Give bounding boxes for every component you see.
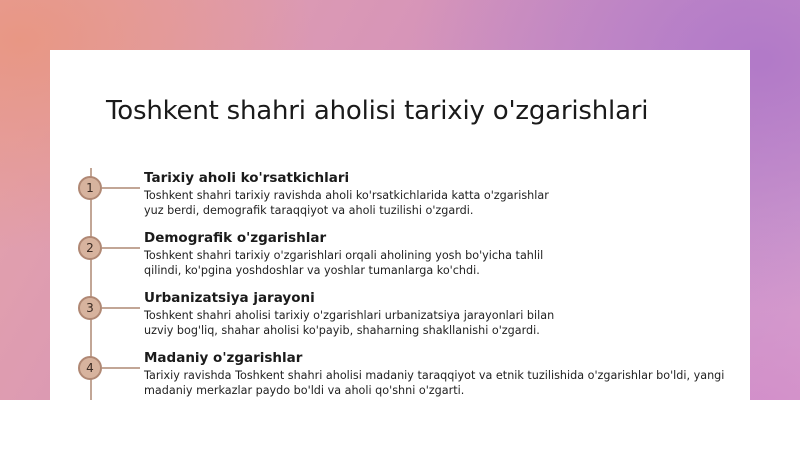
step-connector	[102, 187, 140, 189]
step-description-line: Toshkent shahri aholisi tarixiy o'zgarishlari urbanizatsiya jarayonlari bilan	[144, 309, 555, 322]
step-description-line: Toshkent shahri tarixiy ravishda aholi ko'rsatkichlarida katta o'zgarishlar	[144, 189, 549, 202]
step-connector	[102, 307, 140, 309]
step-description-line: Toshkent shahri tarixiy o'zgarishlari orqali aholining yosh bo'yicha tahlil	[144, 249, 544, 262]
slide-title: Toshkent shahri aholisi tarixiy o'zgarishlari	[106, 96, 649, 126]
slide-card	[50, 50, 750, 400]
step-heading: Demografik o'zgarishlar	[144, 230, 327, 246]
step-description	[144, 308, 734, 338]
step-number-badge: 3	[78, 296, 102, 320]
step-description-line: yuz berdi, demografik taraqqiyot va aholi tuzilishi o'zgardi.	[144, 204, 474, 217]
step-heading: Urbanizatsiya jarayoni	[144, 290, 315, 306]
step-heading: Tarixiy aholi ko'rsatkichlari	[144, 170, 350, 186]
step-description-line: uzviy bog'liq, shahar aholisi ko'payib, shaharning shakllanishi o'zgardi.	[144, 324, 540, 337]
step-connector	[102, 367, 140, 369]
step-description-line: madaniy merkazlar paydo bo'ldi va aholi qo'shni o'zgarti.	[144, 384, 465, 397]
step-description	[144, 188, 734, 218]
step-description-line: qilindi, ko'pgina yoshdoshlar va yoshlar tumanlarga ko'chdi.	[144, 264, 480, 277]
step-heading: Madaniy o'zgarishlar	[144, 350, 303, 366]
step-number-badge: 1	[78, 176, 102, 200]
step-description	[144, 368, 734, 398]
step-description	[144, 248, 734, 278]
step-description-line: Tarixiy ravishda Toshkent shahri aholisi madaniy taraqqiyot va etnik tuzilishida o'zgarishlar bo'ldi, yangi	[144, 369, 725, 382]
step-number-badge: 4	[78, 356, 102, 380]
step-connector	[102, 247, 140, 249]
bottom-band	[0, 400, 800, 449]
step-number-badge: 2	[78, 236, 102, 260]
